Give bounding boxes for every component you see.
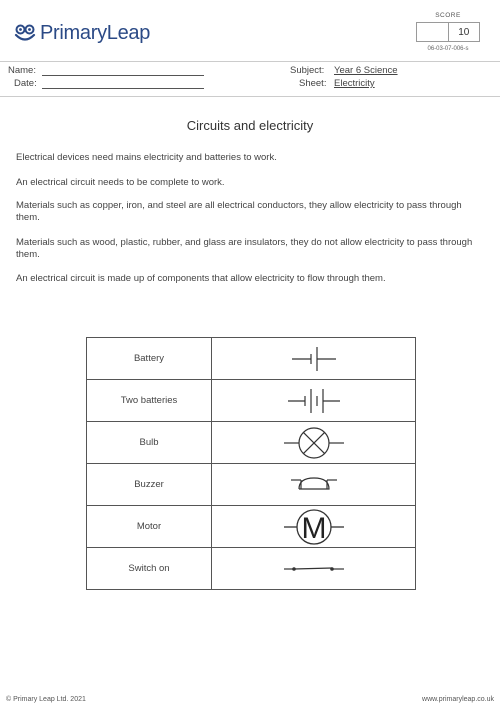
header-divider	[0, 61, 500, 62]
date-field[interactable]	[42, 78, 204, 89]
name-label: Name:	[8, 65, 36, 76]
name-field[interactable]	[42, 65, 204, 76]
subject-value: Year 6 Science	[334, 65, 398, 76]
brand-logo	[14, 22, 150, 45]
brand-name: PrimaryLeap	[40, 22, 151, 44]
score-total: 10	[448, 23, 480, 41]
table-row	[87, 338, 416, 380]
footer-copyright: © Primary Leap Ltd. 2021	[6, 696, 86, 703]
component-name: Buzzer	[87, 464, 212, 506]
paragraph-4: Materials such as wood, plastic, rubber, and glass are insulators, they do not allow electricity to pass through them.	[16, 237, 473, 260]
component-name: Switch on	[87, 548, 212, 590]
component-name: Motor	[87, 506, 212, 548]
table-row	[87, 464, 416, 506]
motor-symbol-icon	[282, 508, 346, 546]
table-row	[87, 380, 416, 422]
sheet-label: Sheet:	[299, 78, 327, 89]
date-label: Date:	[14, 78, 37, 89]
two-batteries-symbol-icon	[284, 386, 344, 416]
score-label: SCORE	[435, 12, 461, 19]
switch-on-symbol-icon	[282, 559, 346, 579]
fields-divider	[0, 96, 500, 97]
score-input-cell[interactable]	[417, 23, 448, 41]
paragraph-1: Electrical devices need mains electricity and batteries to work.	[16, 152, 277, 163]
component-name: Battery	[87, 338, 212, 380]
frog-logo-icon	[14, 24, 36, 44]
worksheet-code: 06-03-07-006-s	[427, 46, 469, 52]
sheet-value: Electricity	[334, 78, 375, 89]
paragraph-2: An electrical circuit needs to be complete to work.	[16, 177, 225, 188]
paragraph-5: An electrical circuit is made up of components that allow electricity to flow through them.	[16, 273, 386, 284]
components-table	[86, 337, 416, 590]
table-row	[87, 506, 416, 548]
buzzer-symbol-icon	[289, 472, 339, 498]
motor-letter: M	[301, 511, 326, 545]
battery-symbol-icon	[284, 344, 344, 374]
table-row	[87, 422, 416, 464]
component-name: Two batteries	[87, 380, 212, 422]
subject-label: Subject:	[290, 65, 325, 76]
footer-website[interactable]: www.primaryleap.co.uk	[422, 696, 494, 703]
paragraph-3: Materials such as copper, iron, and steel are all electrical conductors, they allow electricity to pass through them.	[16, 200, 462, 223]
worksheet-title: Circuits and electricity	[186, 118, 314, 133]
score-box	[416, 22, 480, 42]
table-row	[87, 548, 416, 590]
component-name: Bulb	[87, 422, 212, 464]
bulb-symbol-icon	[282, 426, 346, 460]
